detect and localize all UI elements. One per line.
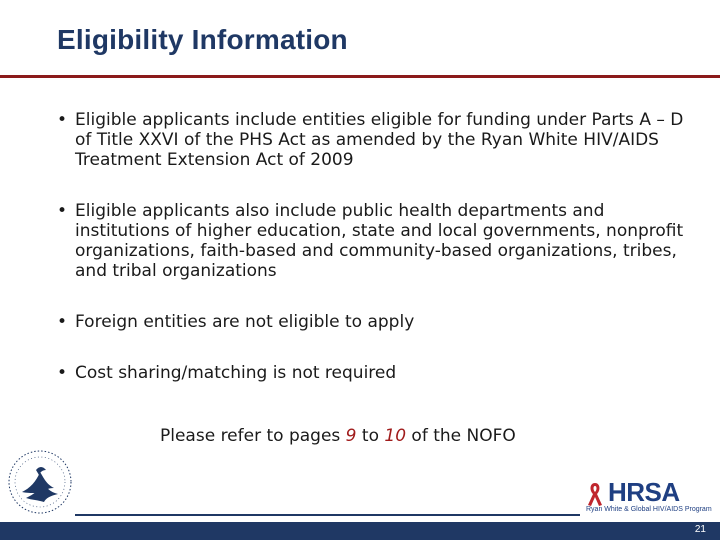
bullet-text: Foreign entities are not eligible to apply [75,312,415,332]
title-divider [0,75,720,78]
refer-prefix: Please refer to pages [160,426,346,446]
page-end: 10 [384,426,407,446]
bullet-icon: • [57,110,68,130]
bullet-item [55,312,695,332]
bullet-icon: • [57,312,68,332]
bullet-text: Eligible applicants also include public health departments and institutions of higher education, state and local governments, nonprofit organizations, faith-based and community-based organizations, tribes, and tribal organizations [75,201,684,281]
bullet-list [55,110,695,383]
red-ribbon-icon [585,481,605,507]
page-number: 21 [694,524,706,535]
bullet-item [55,110,695,170]
bullet-icon: • [57,201,68,221]
hrsa-subtitle: Ryan White & Global HIV/AIDS Program [586,506,712,513]
bullet-icon: • [57,363,68,383]
refer-mid: to [356,426,385,446]
refer-suffix: of the NOFO [406,426,516,446]
nofo-page-reference [160,426,516,446]
hhs-seal-icon [6,448,74,516]
page-start: 9 [345,426,357,446]
footer-bar [0,522,720,540]
slide-title: Eligibility Information [57,24,348,55]
bullet-text: Cost sharing/matching is not required [75,363,397,383]
footer-rule [75,514,580,516]
bullet-item [55,201,695,281]
hrsa-wordmark: HRSA [608,477,680,507]
bullet-text: Eligible applicants include entities eligible for funding under Parts A – D of Title XXVI of the PHS Act as amended by the Ryan White HIV/AIDS Treatment Extension Act of 2009 [75,110,684,170]
bullet-item [55,363,695,383]
